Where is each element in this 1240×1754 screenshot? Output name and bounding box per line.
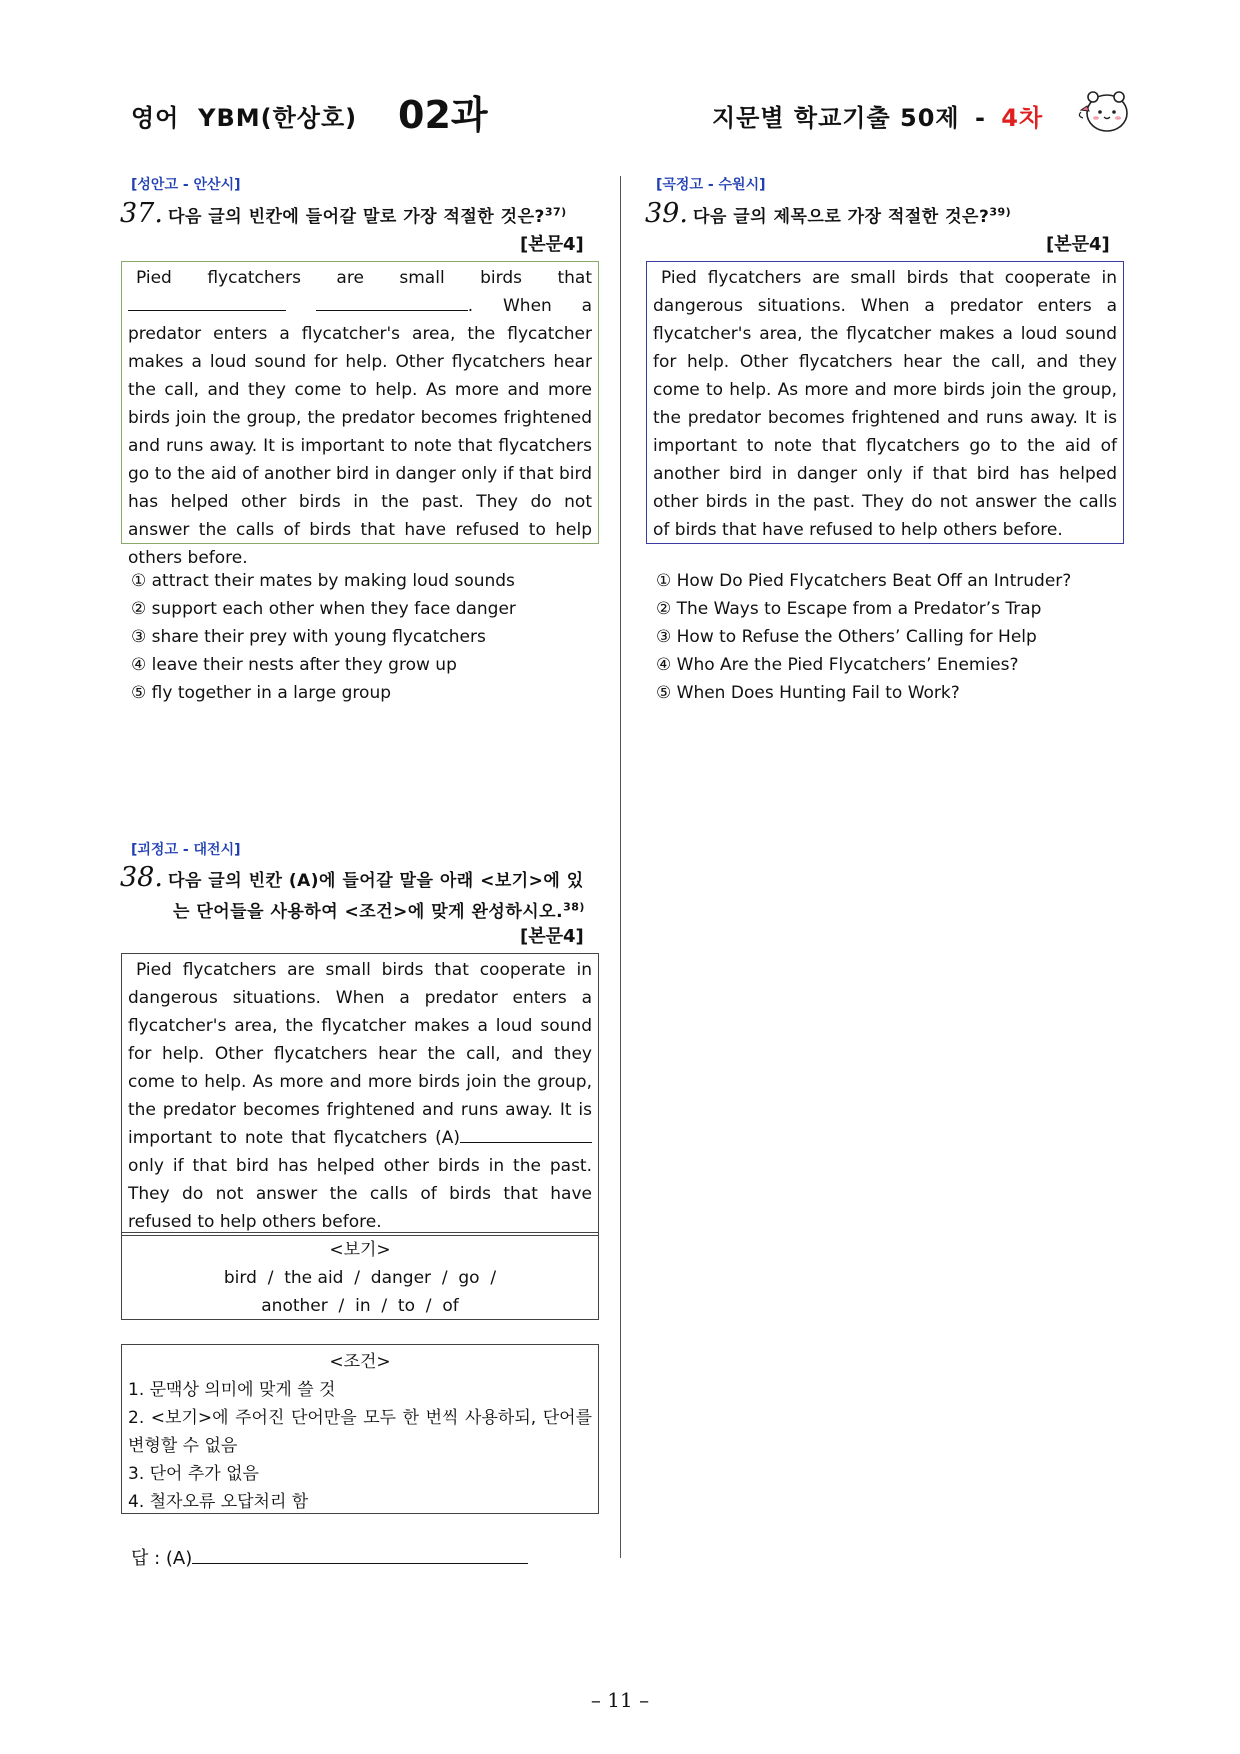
q39-tag: [본문4] <box>1046 234 1110 255</box>
q39-choices <box>656 567 1071 707</box>
q38-cond-3: 3. 단어 추가 없음 <box>128 1464 259 1484</box>
q37-passage <box>128 264 592 572</box>
q38-bogi-line1: bird / the aid / danger / go / <box>223 1268 497 1288</box>
q39-choice-3[interactable]: ③ How to Refuse the Others’ Calling for Help <box>656 627 1037 647</box>
q37-source: [성안고 - 안산시] <box>131 177 241 193</box>
series-title <box>712 98 1043 133</box>
q38-number: 38. <box>120 862 163 893</box>
q38-cond-title: <조건> <box>329 1352 391 1372</box>
q37-choices <box>131 567 516 707</box>
q37-passage-box <box>121 261 599 568</box>
series-separator: - <box>974 104 986 132</box>
round-label: 4차 <box>1001 104 1044 132</box>
q37-header <box>120 198 600 229</box>
q39-header <box>645 198 1125 229</box>
q38-bogi-title: <보기> <box>329 1240 391 1260</box>
subject-title: 영어 YBM(한상호) <box>131 104 358 132</box>
q39-passage: Pied flycatchers are small birds that cooperate in dangerous situations. When a predator enters a flycatcher's area, the flycatcher makes a loud sound for help. Other flycatchers hear the call, and they come to help. As more and more birds join the group, the predator becomes frightened and runs away. It is important to note that flycatchers go to the aid of another bird in danger only if that bird has helped other birds in the past. They do not answer the calls of birds that have refused to help others before. <box>653 268 1117 540</box>
q38-passage-start: Pied flycatchers are small birds that cooperate in dangerous situations. When a predator enters a flycatcher's area, the flycatcher makes a loud sound for help. Other flycatchers hear the call, and they come to help. As more and more birds join the group, the predator becomes frightened and runs away. It is important to note that flycatchers (A) <box>128 960 592 1148</box>
q37-passage-rest: . When a predator enters a flycatcher's area, the flycatcher makes a loud sound for help. Other flycatchers hear the call, and they come to help. As more and more birds join the group, the predator becomes frightened and runs away. It is important to note that flycatchers go to the aid of another bird in danger only if that bird has helped other birds in the past. They do not answer the calls of birds that have refused to help others before. <box>128 296 593 568</box>
q38-cond-1: 1. 문맥상 의미에 맞게 쓸 것 <box>128 1380 336 1400</box>
q39-passage-box <box>646 261 1124 544</box>
q39-footnote: 39) <box>989 205 1012 219</box>
q37-blank[interactable] <box>128 292 286 311</box>
column-divider <box>620 176 621 1558</box>
q37-choice-4[interactable]: ④ leave their nests after they grow up <box>131 655 457 675</box>
q38-question-line2 <box>173 897 585 922</box>
q38-answer <box>131 1544 528 1570</box>
q39-question-text: 다음 글의 제목으로 가장 적절한 것은? <box>693 207 990 227</box>
q37-tag: [본문4] <box>520 234 584 255</box>
page-number: – 11 – <box>590 1688 650 1712</box>
q38-cond-4: 4. 철자오류 오답처리 함 <box>128 1492 309 1512</box>
q38-question-text: 는 단어들을 사용하여 <조건>에 맞게 완성하시오. <box>173 902 564 922</box>
q38-passage <box>128 956 592 1236</box>
q38-question-line1: 다음 글의 빈칸 (A)에 들어갈 말을 아래 <보기>에 있 <box>168 871 584 891</box>
q38-cond-2: 2. <보기>에 주어진 단어만을 모두 한 번씩 사용하되, 단어를 변형할 수 없음 <box>128 1408 592 1456</box>
q38-passage-rest: only if that bird has helped other birds in the past. They do not answer the calls of birds that have refused to help others before. <box>128 1156 592 1232</box>
q38-bogi-line2: another / in / to / of <box>261 1296 459 1316</box>
q37-blank-cont[interactable] <box>316 292 468 311</box>
q37-number: 37. <box>120 198 163 229</box>
q38-answer-blank[interactable] <box>192 1545 528 1564</box>
q38-blank-a[interactable] <box>460 1124 592 1143</box>
q37-footnote: 37) <box>544 205 567 219</box>
q38-passage-box <box>121 953 599 1236</box>
q39-choice-1[interactable]: ① How Do Pied Flycatchers Beat Off an Intruder? <box>656 571 1072 591</box>
q38-header <box>120 862 600 893</box>
q37-choice-1[interactable]: ① attract their mates by making loud sounds <box>131 571 515 591</box>
q38-bogi-box <box>121 1232 599 1320</box>
q38-footnote: 38) <box>563 900 585 914</box>
series-label: 지문별 학교기출 50제 <box>712 104 960 132</box>
q39-choice-5[interactable]: ⑤ When Does Hunting Fail to Work? <box>656 683 960 703</box>
lesson-number: 02과 <box>398 93 488 137</box>
q38-tag: [본문4] <box>520 926 584 947</box>
q39-choice-2[interactable]: ② The Ways to Escape from a Predator’s Trap <box>656 599 1042 619</box>
q38-source: [괴정고 - 대전시] <box>131 842 241 858</box>
mascot-icon <box>1075 86 1133 138</box>
q38-answer-label: 답 : (A) <box>131 1548 193 1569</box>
q37-question <box>168 207 567 227</box>
q37-question-text: 다음 글의 빈칸에 들어갈 말로 가장 적절한 것은? <box>168 207 545 227</box>
q37-choice-2[interactable]: ② support each other when they face danger <box>131 599 516 619</box>
q37-choice-3[interactable]: ③ share their prey with young flycatchers <box>131 627 486 647</box>
q38-condition-box <box>121 1344 599 1514</box>
q39-choice-4[interactable]: ④ Who Are the Pied Flycatchers’ Enemies? <box>656 655 1019 675</box>
q39-question <box>693 207 1011 227</box>
q37-passage-start: Pied flycatchers are small birds that <box>136 268 592 288</box>
q37-choice-5[interactable]: ⑤ fly together in a large group <box>131 683 392 703</box>
q39-source: [곡정고 - 수원시] <box>656 177 766 193</box>
q39-number: 39. <box>645 198 688 229</box>
